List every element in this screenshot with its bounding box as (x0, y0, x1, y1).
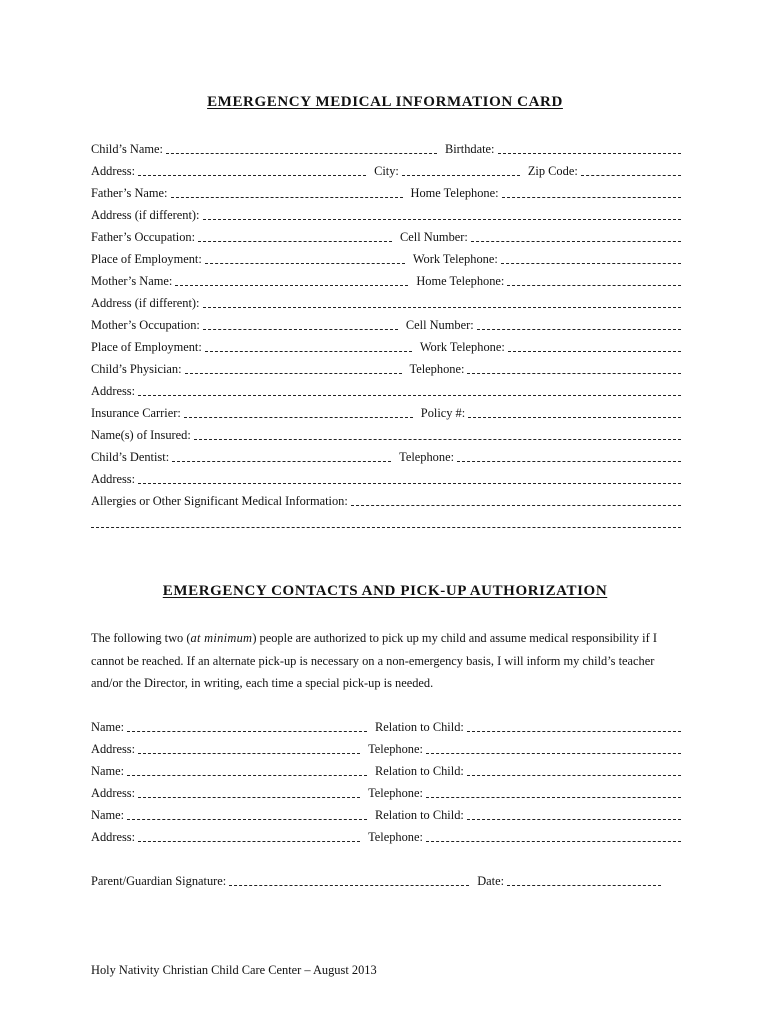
allergies-field[interactable] (351, 505, 681, 506)
home-telephone-label: Home Telephone: (410, 186, 499, 200)
physician-telephone-field[interactable] (467, 373, 681, 374)
father-work-telephone-field[interactable] (501, 263, 681, 264)
fathers-occupation-field[interactable] (198, 241, 392, 242)
father-employment-row (91, 247, 681, 267)
policy-number-field[interactable] (468, 417, 681, 418)
home-telephone-field[interactable] (502, 197, 681, 198)
mother-home-telephone-field[interactable] (507, 285, 681, 286)
dentist-telephone-field[interactable] (457, 461, 681, 462)
contact-2-relation-field[interactable] (467, 775, 681, 776)
fathers-name-row (91, 181, 681, 201)
address-label: Address: (91, 164, 136, 178)
mother-work-telephone-field[interactable] (508, 351, 681, 352)
contact-2-address-field[interactable] (138, 797, 360, 798)
address-field[interactable] (138, 175, 366, 176)
contact-2-relation-label: Relation to Child: (375, 764, 464, 778)
physician-address-field[interactable] (138, 395, 681, 396)
physician-field[interactable] (185, 373, 402, 374)
mother-work-telephone-label: Work Telephone: (419, 340, 505, 354)
dentist-address-label: Address: (91, 472, 136, 486)
insurance-row (91, 401, 681, 421)
dentist-address-row (91, 467, 681, 487)
contacts-title: EMERGENCY CONTACTS AND PICK-UP AUTHORIZATION (162, 583, 608, 599)
date-field[interactable] (507, 885, 661, 886)
fathers-occupation-label: Father’s Occupation: (91, 230, 196, 244)
contact-2-address-row (91, 781, 681, 801)
contact-3-name-row (91, 803, 681, 823)
physician-address-row (91, 379, 681, 399)
father-work-telephone-label: Work Telephone: (412, 252, 498, 266)
birthdate-label: Birthdate: (444, 142, 495, 156)
contact-1-name-label: Name: (91, 720, 125, 734)
mother-employment-field[interactable] (205, 351, 412, 352)
mothers-occupation-field[interactable] (203, 329, 398, 330)
address-row (91, 159, 681, 179)
signature-field[interactable] (229, 885, 469, 886)
childs-name-label: Child’s Name: (91, 142, 163, 156)
dentist-telephone-label: Telephone: (399, 450, 455, 464)
contact-2-telephone-label: Telephone: (368, 786, 423, 800)
physician-address-label: Address: (91, 384, 136, 398)
authorization-paragraph (91, 627, 681, 695)
mother-cell-number-field[interactable] (477, 329, 681, 330)
allergies-row (91, 489, 681, 509)
signature-label: Parent/Guardian Signature: (91, 874, 227, 888)
contact-3-relation-label: Relation to Child: (375, 808, 464, 822)
birthdate-field[interactable] (498, 153, 682, 154)
contact-3-relation-field[interactable] (467, 819, 681, 820)
zip-code-label: Zip Code: (527, 164, 578, 178)
dentist-address-field[interactable] (138, 483, 681, 484)
physician-telephone-label: Telephone: (409, 362, 465, 376)
mother-employment-label: Place of Employment: (91, 340, 202, 354)
city-label: City: (374, 164, 399, 178)
physician-label: Child’s Physician: (91, 362, 182, 376)
contact-1-telephone-field[interactable] (426, 753, 681, 754)
contact-1-name-row (91, 715, 681, 735)
contact-3-address-row (91, 825, 681, 845)
contact-3-name-field[interactable] (127, 819, 367, 820)
childs-name-row (91, 137, 681, 157)
contact-3-telephone-label: Telephone: (368, 830, 423, 844)
contact-2-address-label: Address: (91, 786, 136, 800)
dentist-row (91, 445, 681, 465)
contact-3-address-field[interactable] (138, 841, 360, 842)
insured-names-field[interactable] (194, 439, 681, 440)
fathers-name-field[interactable] (171, 197, 403, 198)
contact-1-address-label: Address: (91, 742, 136, 756)
zip-code-field[interactable] (581, 175, 681, 176)
mother-address-field[interactable] (203, 307, 682, 308)
authorization-text-before: The following two ( (91, 631, 191, 645)
policy-number-label: Policy #: (420, 406, 466, 420)
dentist-label: Child’s Dentist: (91, 450, 170, 464)
fathers-occupation-row (91, 225, 681, 245)
mothers-name-label: Mother’s Name: (91, 274, 173, 288)
insured-names-row (91, 423, 681, 443)
contact-3-address-label: Address: (91, 830, 136, 844)
signature-row (91, 869, 661, 889)
father-employment-field[interactable] (205, 263, 405, 264)
mother-home-telephone-label: Home Telephone: (416, 274, 505, 288)
mothers-occupation-row (91, 313, 681, 333)
mother-cell-number-label: Cell Number: (405, 318, 474, 332)
allergies-continuation-field[interactable] (91, 527, 681, 528)
contact-2-name-label: Name: (91, 764, 125, 778)
date-label: Date: (477, 874, 505, 888)
mother-address-row (91, 291, 681, 311)
contact-3-name-label: Name: (91, 808, 125, 822)
contact-3-telephone-field[interactable] (426, 841, 681, 842)
contact-1-relation-label: Relation to Child: (375, 720, 464, 734)
contact-2-telephone-field[interactable] (426, 797, 681, 798)
physician-row (91, 357, 681, 377)
mothers-name-row (91, 269, 681, 289)
contact-2-name-field[interactable] (127, 775, 367, 776)
mother-address-label: Address (if different): (91, 296, 200, 310)
mothers-name-field[interactable] (175, 285, 408, 286)
father-address-row (91, 203, 681, 223)
city-field[interactable] (402, 175, 520, 176)
allergies-continuation-row (91, 511, 681, 531)
mother-employment-row (91, 335, 681, 355)
dentist-field[interactable] (172, 461, 391, 462)
father-cell-number-label: Cell Number: (400, 230, 468, 244)
father-address-label: Address (if different): (91, 208, 200, 222)
insured-names-label: Name(s) of Insured: (91, 428, 191, 442)
father-cell-number-field[interactable] (471, 241, 681, 242)
insurance-carrier-label: Insurance Carrier: (91, 406, 181, 420)
contact-1-relation-field[interactable] (467, 731, 681, 732)
contact-1-telephone-label: Telephone: (368, 742, 423, 756)
contact-2-name-row (91, 759, 681, 779)
insurance-carrier-field[interactable] (184, 417, 413, 418)
authorization-text-after: ) people are authorized to pick up my child and assume medical responsibility if I cannot be reached. If an alternate pick-up is necessary on a non-emergency basis, I will inform my child’s teacher and/or the Director, in writing, each time a special pick-up is needed. (91, 631, 657, 690)
mothers-occupation-label: Mother’s Occupation: (91, 318, 200, 332)
father-address-field[interactable] (203, 219, 682, 220)
childs-name-field[interactable] (166, 153, 437, 154)
contact-1-name-field[interactable] (127, 731, 367, 732)
fathers-name-label: Father’s Name: (91, 186, 168, 200)
authorization-emphasis: at minimum (190, 631, 253, 645)
father-employment-label: Place of Employment: (91, 252, 202, 266)
contact-1-address-field[interactable] (138, 753, 360, 754)
medical-card-title: EMERGENCY MEDICAL INFORMATION CARD (207, 94, 563, 110)
contact-1-address-row (91, 737, 681, 757)
allergies-label: Allergies or Other Significant Medical Information: (91, 494, 348, 508)
footer-text: Holy Nativity Christian Child Care Center – August 2013 (91, 963, 377, 977)
